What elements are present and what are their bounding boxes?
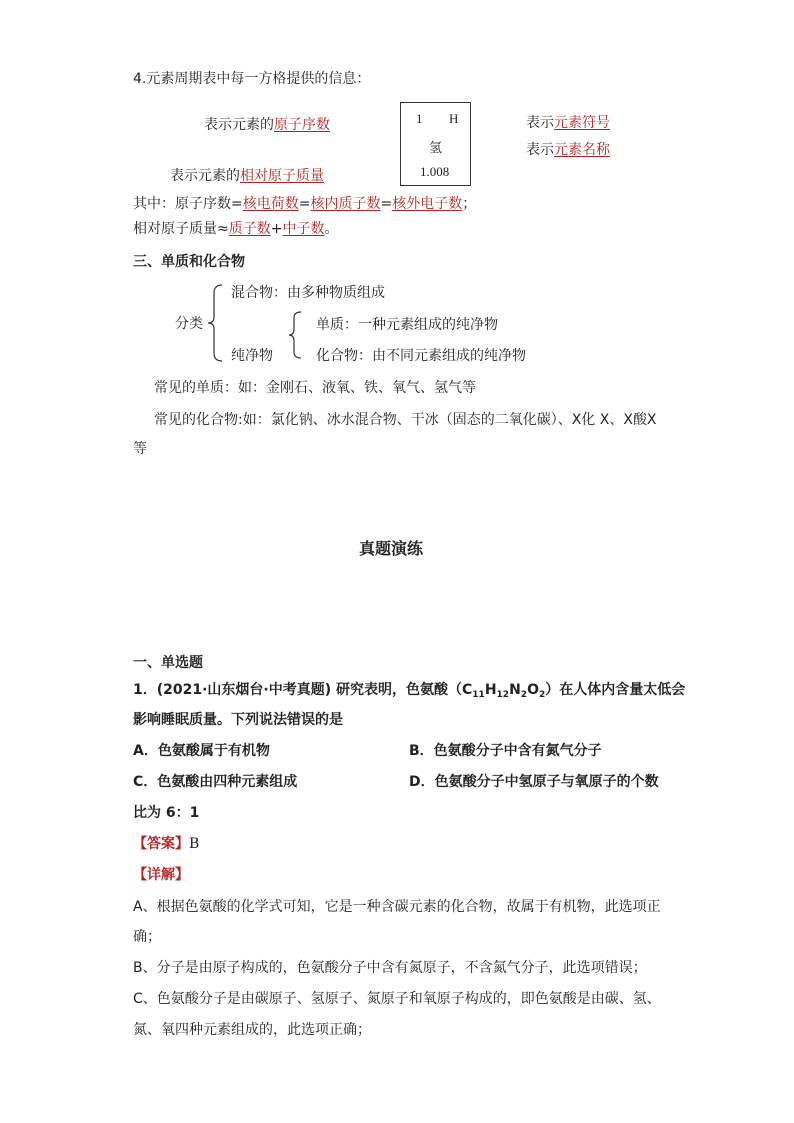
left2-prefix: 表示元素的: [170, 168, 240, 184]
explanation-b: B、分子是由原子构成的，色氨酸分子中含有氮原子，不含氮气分子，此选项错误；: [133, 960, 647, 976]
common-elements: 常见的单质：如：金刚石、液氧、铁、氧气、氢气等: [154, 380, 476, 396]
cell-symbol: H: [449, 111, 459, 126]
right2-prefix: 表示: [526, 142, 554, 158]
relation-line-2: [133, 218, 338, 238]
relation-line-1: [133, 193, 476, 213]
option-c: C．色氨酸由四种元素组成: [133, 774, 298, 790]
line2-text: 相对原子质量≈: [133, 221, 229, 237]
explanation-c-1: C、色氨酸分子是由碳原子、氢原子、氮原子和氧原子构成的，即色氨酸是由碳、氢、: [133, 991, 661, 1007]
protons: 核内质子数: [310, 196, 381, 212]
cell-name: 氢: [429, 141, 443, 156]
formula-o: O: [527, 682, 539, 698]
practice-title: 真题演练: [359, 539, 424, 558]
line2-plus: +: [270, 221, 283, 237]
explanation-a-1: A、根据色氨酸的化学式可知，它是一种含碳元素的化合物，故属于有机物，此选项正: [133, 899, 661, 915]
nuclear-charge: 核电荷数: [242, 196, 299, 212]
element-cell: [400, 102, 471, 186]
option-a: A．色氨酸属于有机物: [133, 743, 270, 759]
formula-c-count: 11: [472, 690, 485, 700]
right-label-name: [526, 139, 610, 159]
neutron-count: 中子数: [282, 221, 325, 237]
q1-suffix: ）在人体内含量太低会: [545, 682, 686, 698]
option-b: B．色氨酸分子中含有氮气分子: [409, 743, 602, 759]
line1-text: 其中：原子序数=: [133, 196, 243, 212]
answer-value: B: [189, 836, 200, 852]
formula-o-count: 2: [538, 690, 546, 700]
common-compounds: 常见的化合物:如：氯化钠、冰水混合物、干冰（固态的二氧化碳）、X化 X、X酸X: [154, 412, 657, 428]
formula-h: H: [484, 682, 497, 698]
option-d-cont: 比为 6：1: [133, 805, 200, 821]
formula-n: N: [509, 682, 521, 698]
proton-count: 质子数: [228, 221, 271, 237]
electrons: 核外电子数: [392, 196, 463, 212]
explanation-c-2: 氮、氧四种元素组成的，此选项正确；: [133, 1022, 371, 1038]
cell-mass: 1.008: [420, 164, 450, 179]
line1-end: ；: [462, 196, 477, 212]
brace-outer: [206, 283, 226, 363]
s3-heading: 三、单质和化合物: [133, 254, 245, 270]
right1-link: 元素符号: [554, 115, 610, 131]
explanation-a-2: 确；: [133, 929, 161, 945]
answer-line: [133, 833, 199, 853]
formula-n-count: 2: [520, 690, 528, 700]
left-label-atomic-number: [204, 114, 330, 134]
compound-def: 化合物：由不同元素组成的纯净物: [316, 348, 526, 364]
brace-inner: [287, 310, 305, 360]
left1-link: 原子序数: [274, 117, 330, 133]
section-single-choice: 一、单选题: [133, 655, 203, 671]
left2-link: 相对原子质量: [240, 168, 324, 184]
cell-number: 1: [416, 111, 423, 126]
detail-label: 【详解】: [133, 867, 189, 883]
element-def: 单质：一种元素组成的纯净物: [316, 317, 498, 333]
left-label-atomic-mass: [170, 165, 324, 185]
mixture-def: 混合物：由多种物质组成: [231, 285, 385, 301]
right1-prefix: 表示: [526, 115, 554, 131]
common-compounds-cont: 等: [133, 441, 147, 457]
q1-prefix: 1．(2021·山东烟台·中考真题) 研究表明，色氨酸（C: [133, 682, 473, 698]
formula-h-count: 12: [496, 690, 510, 700]
line1-eq1: =: [298, 196, 311, 212]
s4-heading: 4.元素周期表中每一方格提供的信息：: [133, 71, 371, 87]
classify-label: 分类: [175, 316, 203, 332]
right2-link: 元素名称: [554, 142, 610, 158]
right-label-symbol: [526, 112, 610, 132]
answer-label: 【答案】: [133, 836, 189, 852]
line2-end: 。: [324, 221, 339, 237]
left1-prefix: 表示元素的: [204, 117, 274, 133]
question-1-line1: [133, 679, 685, 700]
line1-eq2: =: [380, 196, 393, 212]
option-d: D．色氨酸分子中氢原子与氧原子的个数: [409, 774, 659, 790]
question-1-line2: 影响睡眠质量。下列说法错误的是: [133, 712, 343, 728]
pure-label: 纯净物: [231, 348, 273, 364]
